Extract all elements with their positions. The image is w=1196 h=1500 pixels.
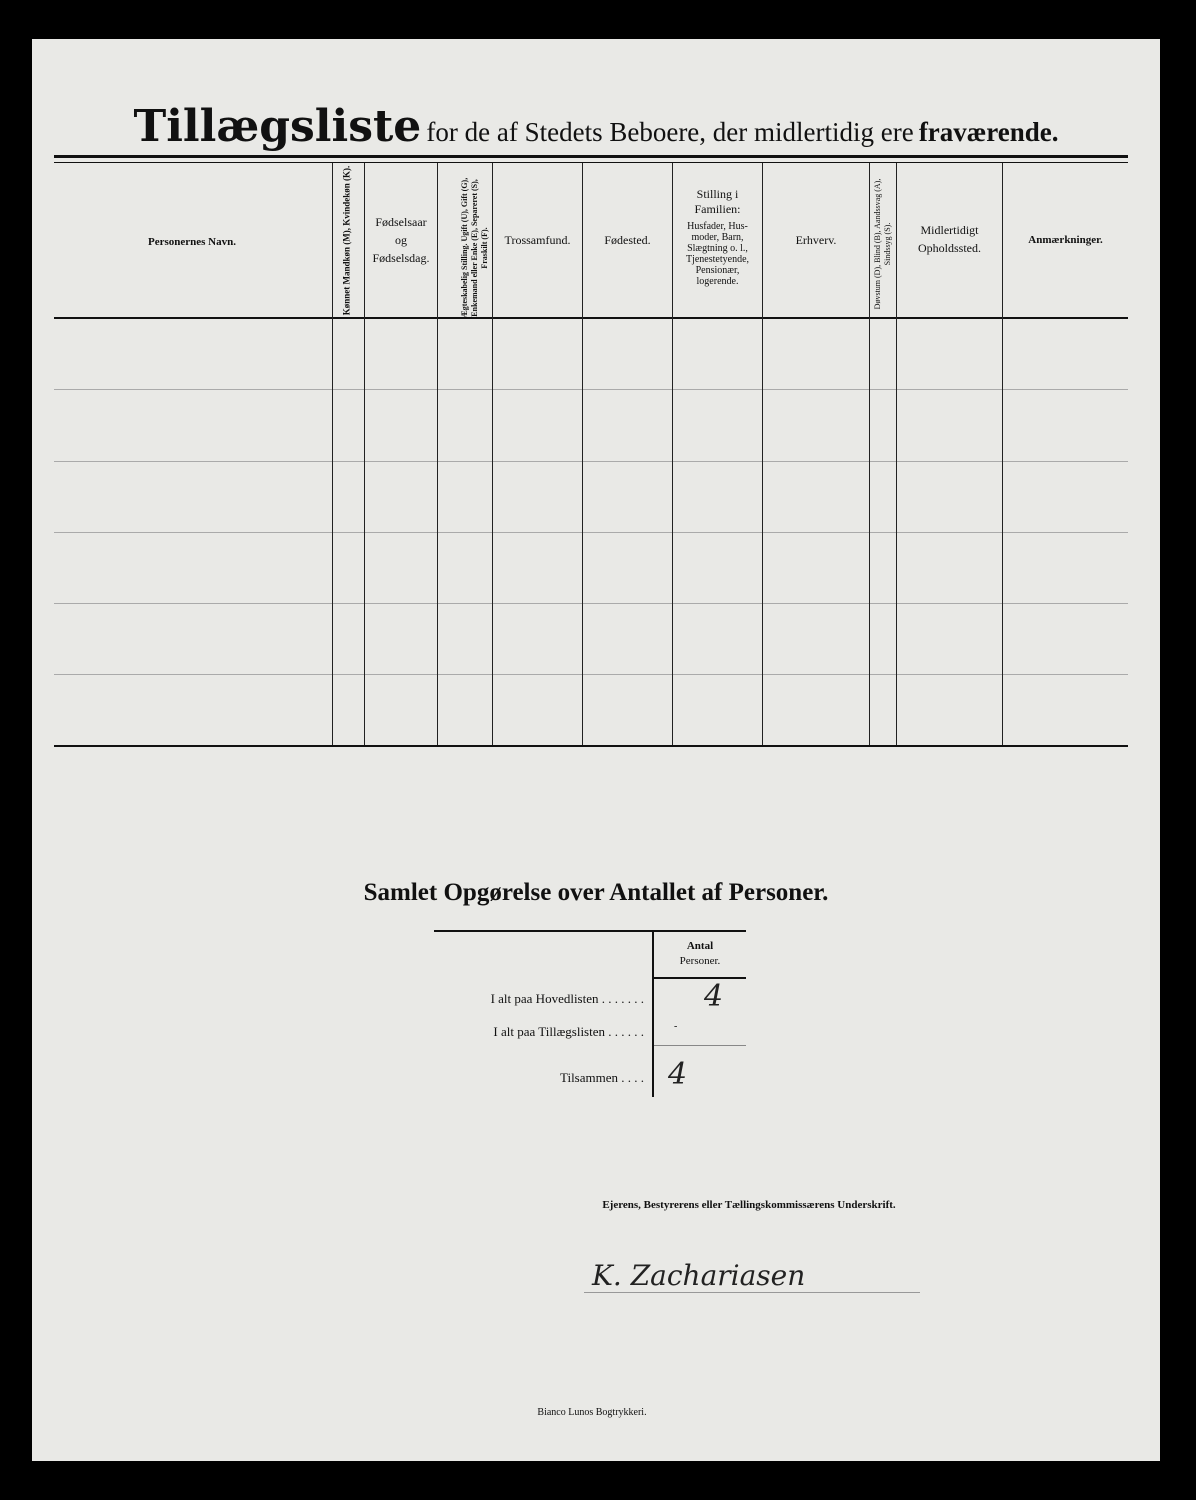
- summary-row-value: 4: [668, 1057, 688, 1092]
- col-header-erhverv: Erhverv.: [795, 233, 837, 247]
- aegteskab-text: Ægteskabelig Stilling. Ugift (U), Gift (G), Enkemand eller Enke (E), Separeret (S), Fraskilt (F).: [460, 177, 489, 319]
- fodselsaar-line: og: [395, 233, 407, 247]
- stilling-line: Familien:: [694, 202, 741, 216]
- summary-row-value: 4: [704, 979, 724, 1014]
- fodselsaar-line: Fødselsaar: [375, 215, 427, 229]
- row-line: [54, 389, 1128, 390]
- title-main: Tillægsliste: [133, 101, 422, 152]
- stilling-line: logerende.: [696, 276, 739, 287]
- printer-imprint: Bianco Lunos Bogtrykkeri.: [537, 1407, 647, 1418]
- col-divider: [1002, 163, 1003, 745]
- col-header-dovstum: [873, 169, 893, 319]
- col-divider: [437, 163, 438, 745]
- summary-header: [655, 939, 745, 969]
- summary-divider: [652, 932, 654, 1097]
- col-header-aegteskab: [460, 173, 490, 323]
- summary-row-label: I alt paa Tillægslisten . . . . . .: [493, 1024, 644, 1039]
- summary-total-rule: [654, 1045, 746, 1046]
- col-divider: [762, 163, 763, 745]
- col-divider: [869, 163, 870, 745]
- col-header-anmaerkninger: Anmærkninger.: [1028, 234, 1103, 246]
- col-header-navn: Personernes Navn.: [148, 236, 236, 248]
- col-divider: [492, 163, 493, 745]
- signature-line: [584, 1292, 920, 1293]
- row-line: [54, 603, 1128, 604]
- col-divider: [364, 163, 365, 745]
- stilling-line: Slægtning o. l.,: [687, 243, 748, 254]
- summary-header-rule: [654, 977, 746, 979]
- header-rule: [54, 317, 1128, 319]
- signature: K. Zachariasen: [592, 1259, 806, 1292]
- summary-header-line: Antal: [686, 940, 714, 952]
- stilling-line: Tjenestetyende,: [685, 254, 750, 265]
- midlertidigt-line: Opholdssted.: [918, 241, 981, 255]
- dovstum-text: Døvstum (D), Blind (B), Aandssvag (A), Sindssyg (S).: [873, 178, 892, 310]
- row-line: [54, 461, 1128, 462]
- summary-row-value: -: [674, 1021, 678, 1032]
- col-header-kjonnet: Kønnet Mandkøn (M), Kvindekøn (K).: [341, 165, 352, 316]
- col-header-fodested: Fødested.: [604, 233, 651, 247]
- title-emph: fraværende.: [918, 117, 1059, 147]
- form-title: [32, 101, 1160, 152]
- col-header-stilling: [673, 187, 762, 287]
- col-header-tros: Trossamfund.: [504, 233, 571, 247]
- stilling-line: Pensionær,: [695, 265, 740, 276]
- col-header-midlertidigt: [897, 221, 1002, 257]
- midlertidigt-line: Midlertidigt: [920, 223, 979, 237]
- summary-row-label: I alt paa Hovedlisten . . . . . . .: [490, 991, 644, 1006]
- summary-header-line: Personer.: [679, 955, 721, 967]
- summary-top-rule: [434, 930, 746, 932]
- table-bottom-rule: [54, 745, 1128, 747]
- stilling-line: Husfader, Hus-: [687, 221, 748, 232]
- top-rule-thin: [54, 162, 1128, 163]
- form-page: [32, 39, 1160, 1461]
- signature-label: Ejerens, Bestyrerens eller Tællingskommissærens Underskrift.: [602, 1199, 896, 1211]
- fodselsaar-line: Fødselsdag.: [372, 251, 430, 265]
- summary-title: Samlet Opgørelse over Antallet af Personer.: [363, 879, 829, 906]
- title-rest: for de af Stedets Beboere, der midlertidig ere: [426, 117, 914, 147]
- row-line: [54, 674, 1128, 675]
- col-header-fodselsaar: [366, 213, 436, 267]
- col-divider: [332, 163, 333, 745]
- summary-row-label: Tilsammen . . . .: [559, 1070, 644, 1085]
- row-line: [54, 532, 1128, 533]
- top-rule: [54, 155, 1128, 158]
- stilling-line: moder, Barn,: [691, 232, 744, 243]
- stilling-line: Stilling i: [696, 187, 739, 201]
- col-divider: [582, 163, 583, 745]
